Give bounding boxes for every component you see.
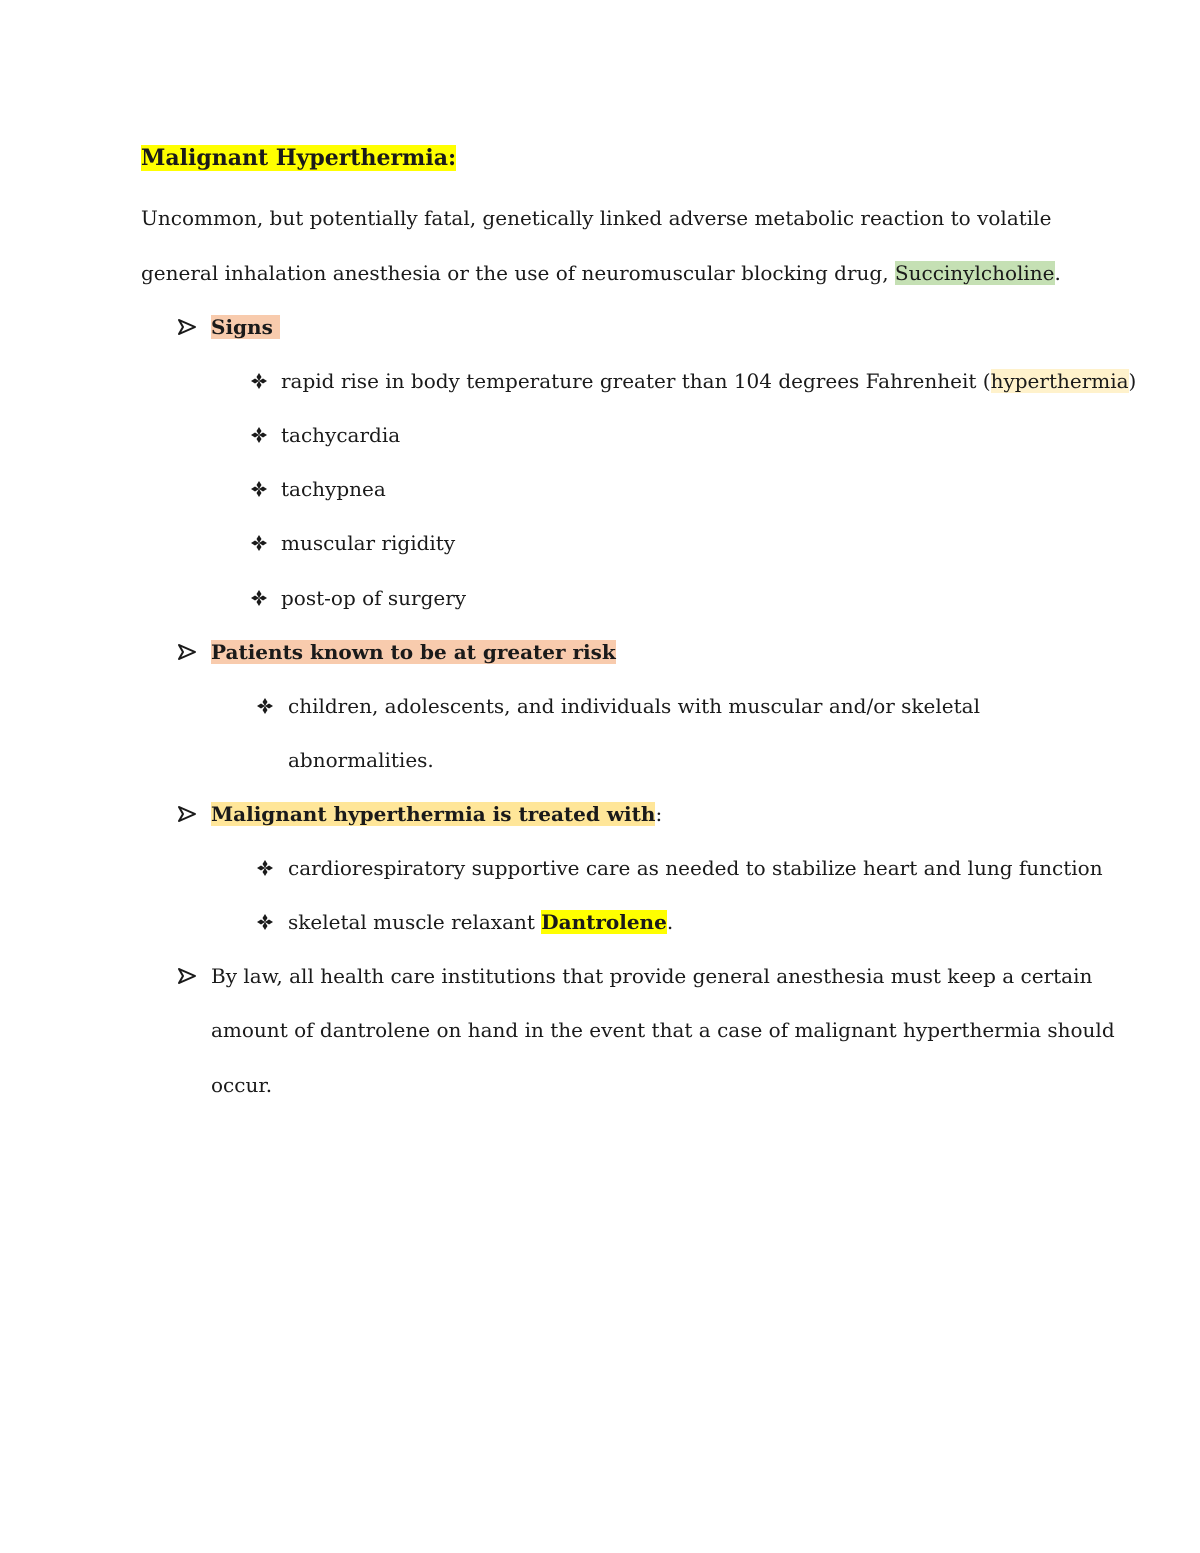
signs-item-1-close: ) bbox=[1128, 369, 1137, 393]
diamond-icon bbox=[255, 692, 275, 720]
law-line-2: amount of dantrolene on hand in the event that a case of malignant hyperthermia should bbox=[211, 1018, 1115, 1042]
treatment-heading-colon: : bbox=[655, 802, 663, 826]
diamond-icon bbox=[255, 854, 275, 882]
risk-item-line-1: children, adolescents, and individuals with muscular and/or skeletal bbox=[288, 694, 980, 718]
signs-item-1 bbox=[281, 367, 1136, 395]
treatment-item-2-period: . bbox=[666, 910, 674, 934]
succinylcholine-highlight: Succinylcholine bbox=[894, 261, 1055, 285]
treatment-heading bbox=[211, 800, 662, 828]
law-line-3: occur. bbox=[211, 1073, 273, 1097]
dantrolene-highlight: Dantrolene bbox=[541, 910, 667, 934]
intro-line-1: Uncommon, but potentially fatal, genetically linked adverse metabolic reaction to volatile bbox=[141, 206, 1052, 230]
signs-item-5: post-op of surgery bbox=[281, 586, 467, 610]
arrowhead-icon bbox=[176, 638, 198, 666]
arrowhead-icon bbox=[176, 962, 198, 990]
signs-item-3: tachypnea bbox=[281, 477, 386, 501]
arrowhead-icon bbox=[176, 313, 198, 341]
risk-heading bbox=[211, 638, 616, 666]
diamond-icon bbox=[255, 908, 275, 936]
treatment-heading-highlight: Malignant hyperthermia is treated with bbox=[211, 802, 656, 826]
signs-item-4: muscular rigidity bbox=[281, 531, 456, 555]
intro-line-2 bbox=[141, 259, 1061, 287]
diamond-icon bbox=[249, 584, 269, 612]
risk-heading-highlight: Patients known to be at greater risk bbox=[211, 640, 616, 664]
diamond-icon bbox=[249, 421, 269, 449]
signs-heading bbox=[211, 313, 280, 341]
intro-period: . bbox=[1054, 261, 1061, 285]
signs-item-1-text: rapid rise in body temperature greater than 104 degrees Fahrenheit ( bbox=[281, 369, 991, 393]
treatment-item-2 bbox=[288, 908, 673, 936]
document-title bbox=[141, 144, 456, 172]
title-highlight: Malignant Hyperthermia: bbox=[141, 145, 457, 171]
intro-text: general inhalation anesthesia or the use of neuromuscular blocking drug, bbox=[141, 261, 895, 285]
diamond-icon bbox=[249, 529, 269, 557]
treatment-item-1: cardiorespiratory supportive care as needed to stabilize heart and lung function bbox=[288, 856, 1103, 880]
law-line-1: By law, all health care institutions that provide general anesthesia must keep a certain bbox=[211, 964, 1093, 988]
diamond-icon bbox=[249, 475, 269, 503]
treatment-item-2-text: skeletal muscle relaxant bbox=[288, 910, 542, 934]
diamond-icon bbox=[249, 367, 269, 395]
hyperthermia-highlight: hyperthermia bbox=[990, 369, 1129, 393]
risk-item-line-2: abnormalities. bbox=[288, 748, 434, 772]
signs-item-2: tachycardia bbox=[281, 423, 401, 447]
signs-heading-highlight: Signs bbox=[211, 315, 273, 339]
arrowhead-icon bbox=[176, 800, 198, 828]
